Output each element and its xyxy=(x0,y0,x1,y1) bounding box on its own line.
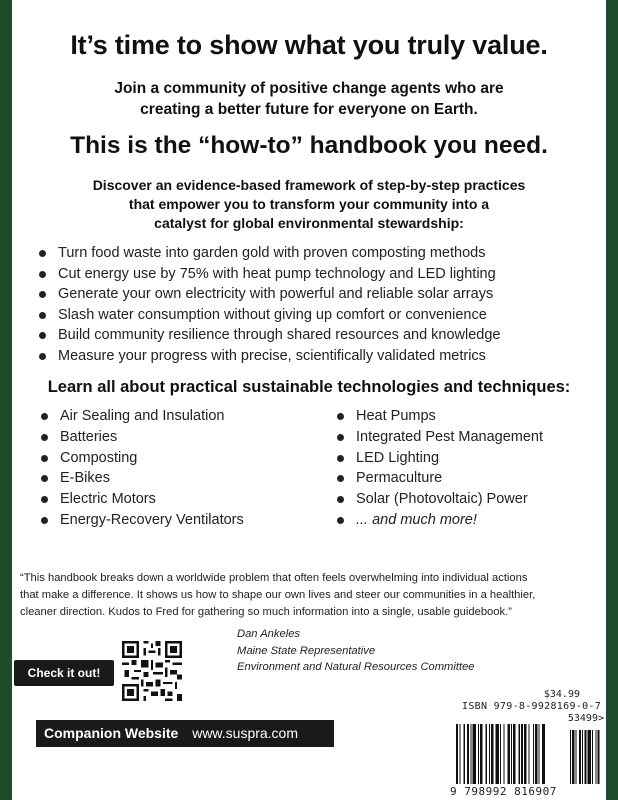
tech-item: Electric Motors xyxy=(40,489,244,510)
check-it-out-label: Check it out! xyxy=(14,660,114,686)
isbn-label: ISBN 979-8-9928169-0-7 xyxy=(462,701,602,712)
price-label: $34.99 xyxy=(543,689,580,700)
tech-item: Integrated Pest Management xyxy=(336,427,543,448)
quote-line-1: “This handbook breaks down a worldwide problem that often feels overwhelming into individual actions xyxy=(20,572,528,584)
barcode-block xyxy=(444,688,606,800)
benefit-item: Turn food waste into garden gold with proven composting methods xyxy=(38,243,501,264)
benefit-item: Measure your progress with precise, scientifically validated metrics xyxy=(38,346,501,367)
subheadline xyxy=(12,78,606,120)
website-url-link[interactable]: www.suspra.com xyxy=(192,725,299,741)
barcode-icon xyxy=(456,724,606,786)
tech-item: E-Bikes xyxy=(40,468,244,489)
benefit-list xyxy=(38,243,501,367)
tech-list-right xyxy=(336,406,543,531)
benefit-item: Generate your own electricity with powerful and reliable solar arrays xyxy=(38,284,501,305)
intro-line-3: catalyst for global environmental stewardship: xyxy=(154,215,464,231)
quote-attribution xyxy=(237,626,475,676)
tech-item: Composting xyxy=(40,448,244,469)
intro-line-1: Discover an evidence-based framework of step-by-step practices xyxy=(92,177,526,193)
tech-item: Heat Pumps xyxy=(336,406,543,427)
learn-heading: Learn all about practical sustainable technologies and techniques: xyxy=(47,378,571,396)
intro-paragraph xyxy=(12,176,606,233)
companion-website-bar xyxy=(36,720,334,747)
quote-line-3: cleaner direction. Kudos to Fred for gathering so much information into a single, usable guidebook.” xyxy=(20,606,512,618)
benefit-item: Build community resilience through shared resources and knowledge xyxy=(38,325,501,346)
ean-number: 9 798992 816907 xyxy=(450,785,557,798)
qr-code-icon[interactable] xyxy=(122,641,182,701)
benefit-item: Slash water consumption without giving up comfort or convenience xyxy=(38,305,501,326)
subheadline-line-2: creating a better future for everyone on Earth. xyxy=(140,101,478,118)
tech-item: Energy-Recovery Ventilators xyxy=(40,510,244,531)
tech-item: Solar (Photovoltaic) Power xyxy=(336,489,543,510)
benefit-item: Cut energy use by 75% with heat pump technology and LED lighting xyxy=(38,264,501,285)
quote-line-2: that make a difference. It shows us how to shape our own lives and steer our communities in a healthier, xyxy=(20,589,536,601)
subheadline-line-1: Join a community of positive change agents who are xyxy=(114,80,504,97)
tech-item-more: ... and much more! xyxy=(336,510,543,531)
website-label: Companion Website xyxy=(44,725,179,741)
attribution-title: Maine State Representative xyxy=(237,644,376,657)
tech-item: LED Lighting xyxy=(336,448,543,469)
main-headline: It’s time to show what you truly value. xyxy=(70,30,548,60)
tech-item: Batteries xyxy=(40,427,244,448)
tech-item: Permaculture xyxy=(336,468,543,489)
tech-list-left xyxy=(40,406,244,531)
attribution-committee: Environment and Natural Resources Committee xyxy=(237,661,475,673)
tech-item: Air Sealing and Insulation xyxy=(40,406,244,427)
price-addon-code: 53499> xyxy=(567,713,604,724)
back-cover xyxy=(12,0,606,800)
intro-line-2: that empower you to transform your community into a xyxy=(128,196,490,212)
attribution-name: Dan Ankeles xyxy=(237,628,301,640)
secondary-headline: This is the “how-to” handbook you need. xyxy=(70,132,548,159)
testimonial-quote xyxy=(20,570,600,621)
